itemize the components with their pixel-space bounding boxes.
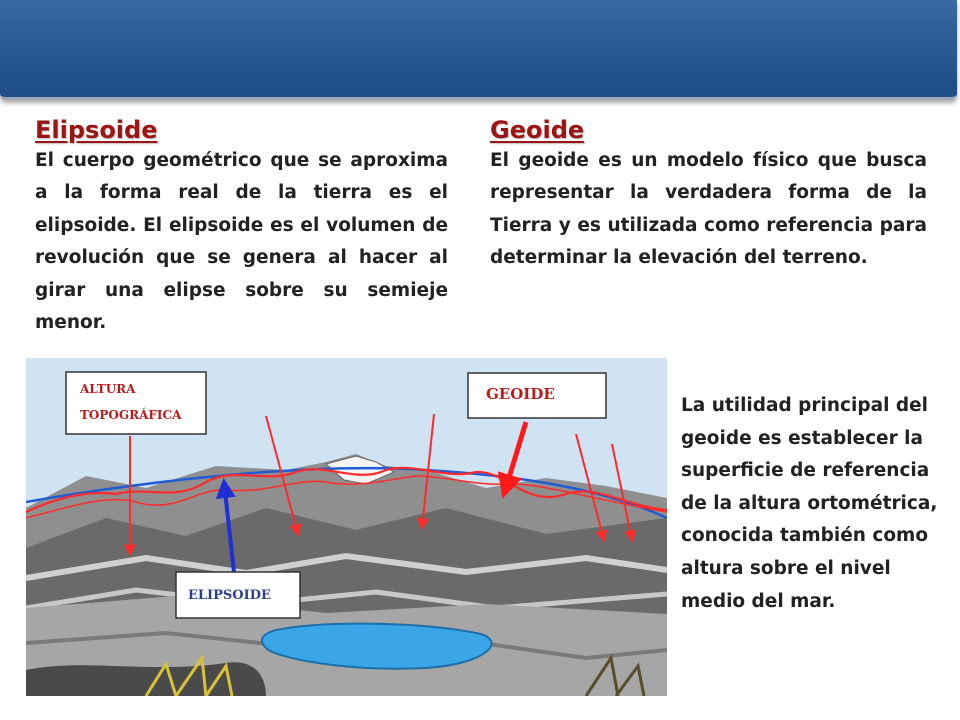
altura-label-line1: ALTURA: [80, 382, 136, 396]
geoide-label: [468, 373, 606, 418]
geoide-label-text: GEOIDE: [486, 385, 555, 403]
geoid-utility-text: La utilidad principal del geoide es establecer la superficie de referencia de la altura ortométrica, conocida también como altura sobre el nivel medio del mar.: [681, 395, 938, 612]
altura-topografica-label: [66, 372, 206, 434]
altura-label-line2: TOPOGRÁFICA: [80, 408, 182, 422]
diagram-illustration: [26, 358, 667, 696]
geoid-ellipsoid-diagram: [26, 358, 667, 696]
elipsoide-heading: Elipsoide: [35, 116, 158, 144]
elipsoide-text: El cuerpo geométrico que se aproxima a la forma real de la tierra es el elipsoide. El elipsoide es el volumen de revolución que se genera al hacer al girar una elipse sobre su semieje menor.: [35, 150, 448, 334]
elipsoide-label-text: ELIPSOIDE: [188, 588, 271, 603]
elipsoide-label: [176, 572, 300, 618]
elipsoide-section: [35, 112, 448, 339]
title-banner: [0, 0, 957, 100]
geoide-section: [490, 112, 927, 275]
geoide-heading: Geoide: [490, 116, 585, 144]
geoide-text: El geoide es un modelo físico que busca representar la verdadera forma de la Tierra y es utilizada como referencia para determinar la elevación del terreno.: [490, 150, 927, 269]
